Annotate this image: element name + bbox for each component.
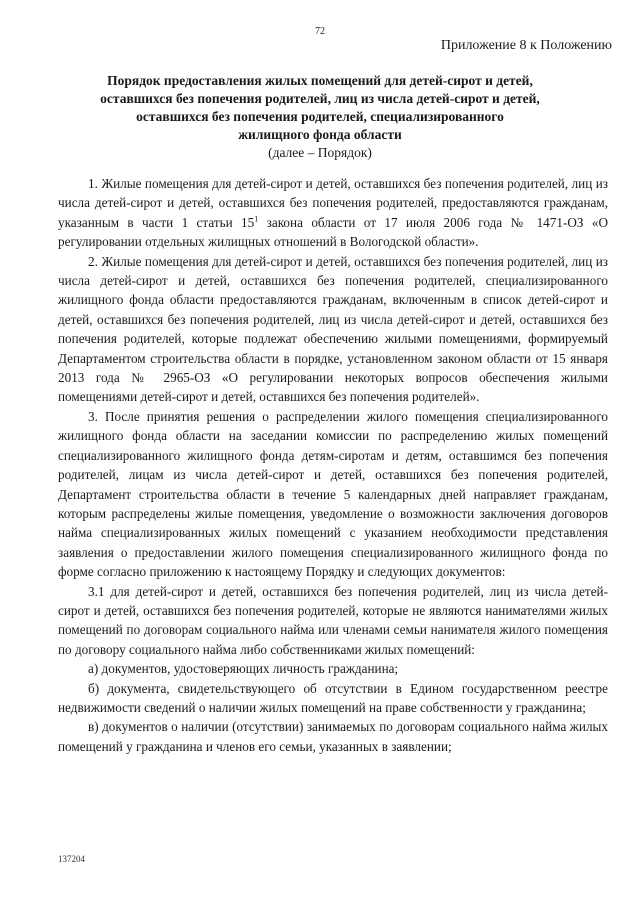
document-title	[60, 72, 580, 162]
appendix-label: Приложение 8 к Положению	[440, 38, 612, 53]
footer-code: 137204	[58, 854, 85, 864]
list-item-a: а) документов, удостоверяющих личность гражданина;	[88, 661, 399, 677]
title-line-3: оставшихся без попечения родителей, специализированного	[136, 109, 504, 124]
paragraph-1	[58, 174, 608, 252]
page-number: 72	[315, 26, 325, 37]
article-superscript: 1	[254, 214, 259, 224]
title-subtitle: (далее – Порядок)	[268, 145, 372, 160]
paragraph-3: 3. После принятия решения о распределении жилого помещения специализированного жилищного фонда области на заседании комиссии по распределению жилых помещений специализированного жилищного фонда детям-сиротам и детям, оставшимся без попечения родителей, лицам из числа детей-сирот и детей, оставшихся без попечения родителей, Департамент строительства области в течение 5 календарных дней направляет гражданам, которым распределены жилые помещения, уведомление о возможности заключения договоров найма специализированных жилых помещений с указанием необходимости представления заявления о предоставлении жилого помещения специализированного жилищного фонда по форме согласно приложению к настоящему Порядку и следующих документов:	[58, 408, 608, 580]
list-item-v: в) документов о наличии (отсутствии) занимаемых по договорам социального найма жилых помещений у гражданина и членов его семьи, указанных в заявлении;	[58, 719, 608, 754]
document-body	[58, 174, 608, 756]
title-line-1: Порядок предоставления жилых помещений для детей-сирот и детей,	[107, 73, 533, 88]
title-line-2: оставшихся без попечения родителей, лиц из числа детей-сирот и детей,	[100, 91, 540, 106]
paragraph-1-start: 1. Жилые помещения для детей-сирот и детей, оставшихся без попечения родителей, лиц из числа детей-сирот и детей, оставшихся без попечения родителей, предоставляются гражданам, указанным в части 1 статьи 15	[58, 176, 608, 230]
paragraph-1-end: закона области от 17 июля 2006 года № 1471-ОЗ «О регулировании отдельных жилищных отношений в Вологодской области».	[58, 214, 608, 250]
title-line-4: жилищного фонда области	[238, 127, 402, 142]
paragraph-3-1: 3.1 для детей-сирот и детей, оставшихся без попечения родителей, лиц из числа детей-сирот и детей, оставшихся без попечения родителей, которые не являются нанимателями жилых помещений по договорам социального найма или членами семьи нанимателя жилого помещения по договору социального найма либо собственниками жилых помещений:	[58, 583, 608, 657]
list-item-b: б) документа, свидетельствующего об отсутствии в Едином государственном реестре недвижимости сведений о наличии жилых помещений на праве собственности у гражданина;	[58, 680, 608, 715]
paragraph-2: 2. Жилые помещения для детей-сирот и детей, оставшихся без попечения родителей, лиц из числа детей-сирот и детей, оставшихся без попечения родителей, специализированного жилищного фонда области предоставляются гражданам, включенным в список детей-сирот и детей, оставшихся без попечения родителей, лиц из числа детей-сирот и детей, оставшихся без попечения родителей, которые подлежат обеспечению жилыми помещениями, формируемый Департаментом строительства области в порядке, установленном законом области от 15 января 2013 года № 2965-ОЗ «О регулировании некоторых вопросов обеспечения жилыми помещениями детей-сирот и детей, оставшихся без попечения родителей».	[58, 253, 608, 405]
